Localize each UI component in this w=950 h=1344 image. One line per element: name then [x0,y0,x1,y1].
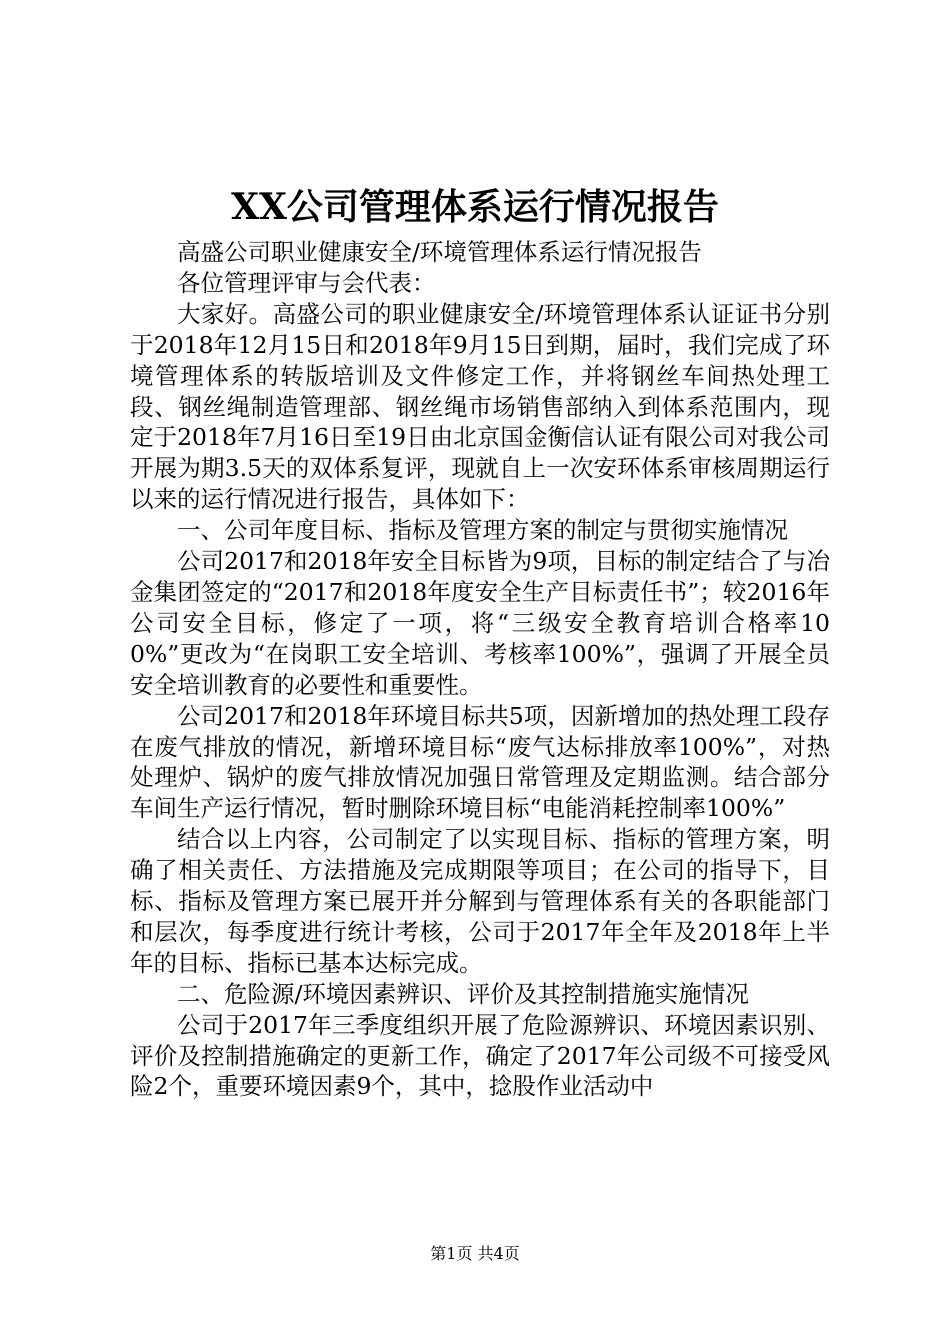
paragraph-management-plan: 结合以上内容，公司制定了以实现目标、指标的管理方案，明确了相关责任、方法措施及完成期限等项目；在公司的指导下，目标、指标及管理方案已展开并分解到与管理体系有关的各职能部门和层次，每季度进行统计考核，公司于2017年全年及2018年上半年的目标、指标已基本达标完成。 [130,825,830,977]
paragraph-report-subtitle: 高盛公司职业健康安全/环境管理体系运行情况报告 [177,238,702,266]
page-footer: 第1页 共4页 [430,1244,520,1263]
paragraph-introduction: 大家好。高盛公司的职业健康安全/环境管理体系认证证书分别于2018年12月15日和2018年9月15日到期，届时，我们完成了环境管理体系的转版培训及文件修定工作，并将钢丝车间热处理工段、钢丝绳制造管理部、钢丝绳市场销售部纳入到体系范围内，现定于2018年7月16日至19日由北京国金衡信认证有限公司对我公司开展为期3.5天的双体系复评，现就自上一次安环体系审核周期运行以来的运行情况进行报告，具体如下： [130,299,830,514]
paragraph-safety-targets: 公司2017和2018年安全目标皆为9项，目标的制定结合了与冶金集团签定的“2017和2018年度安全生产目标责任书”；较2016年公司安全目标，修定了一项，将“三级安全教育培训合格率100%”更改为“在岗职工安全培训、考核率100%”，强调了开展全员安全培训教育的必要性和重要性。 [130,547,830,699]
paragraph-hazard-identification: 公司于2017年三季度组织开展了危险源辨识、环境因素识别、评价及控制措施确定的更新工作，确定了2017年公司级不可接受风险2个，重要环境因素9个，其中，捻股作业活动中 [130,1010,830,1101]
section-heading-2: 二、危险源/环境因素辨识、评价及其控制措施实施情况 [177,979,749,1008]
document-body [130,237,830,1102]
paragraph-salutation: 各位管理评审与会代表： [177,268,436,297]
section-heading-1: 一、公司年度目标、指标及管理方案的制定与贯彻实施情况 [177,516,788,545]
document-title: XX公司管理体系运行情况报告 [231,186,719,228]
paragraph-environment-targets: 公司2017和2018年环境目标共5项，因新增加的热处理工段存在废气排放的情况，新增环境目标“废气达标排放率100%”，对热处理炉、锅炉的废气排放情况加强日常管理及定期监测。结合部分车间生产运行情况，暂时删除环境目标“电能消耗控制率100%” [130,701,830,823]
